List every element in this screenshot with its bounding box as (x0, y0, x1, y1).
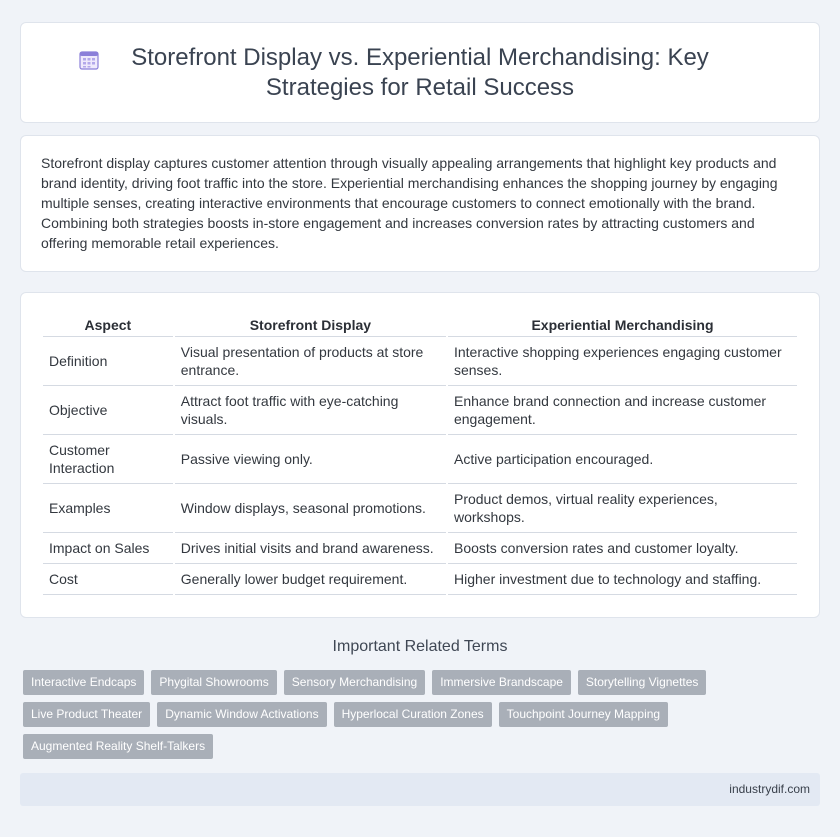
intro-card (20, 135, 820, 272)
related-term-chip[interactable]: Sensory Merchandising (284, 670, 425, 695)
cell-aspect: Cost (43, 564, 173, 595)
cell-experiential: Active participation encouraged. (448, 435, 797, 484)
related-term-chip[interactable]: Hyperlocal Curation Zones (334, 702, 492, 727)
cell-storefront: Passive viewing only. (175, 435, 446, 484)
cell-storefront: Generally lower budget requirement. (175, 564, 446, 595)
header-storefront-display: Storefront Display (175, 314, 446, 337)
cell-experiential: Higher investment due to technology and staffing. (448, 564, 797, 595)
related-term-chip[interactable]: Augmented Reality Shelf-Talkers (23, 734, 213, 759)
related-term-chip[interactable]: Interactive Endcaps (23, 670, 144, 695)
related-term-chip[interactable]: Storytelling Vignettes (578, 670, 707, 695)
header-card (20, 22, 820, 123)
header-experiential-merchandising: Experiential Merchandising (448, 314, 797, 337)
cell-storefront: Drives initial visits and brand awareness. (175, 533, 446, 564)
cell-experiential: Interactive shopping experiences engaging customer senses. (448, 337, 797, 386)
cell-storefront: Visual presentation of products at store entrance. (175, 337, 446, 386)
cell-storefront: Window displays, seasonal promotions. (175, 484, 446, 533)
cell-storefront: Attract foot traffic with eye-catching visuals. (175, 386, 446, 435)
related-terms-title: Important Related Terms (332, 638, 508, 655)
table-row (43, 337, 797, 386)
intro-paragraph: Storefront display captures customer attention through visually appealing arrangements that highlight key products and brand identity, driving foot traffic into the store. Experiential merchandising enhances the shopping journey by engaging multiple senses, creating interactive environments that encourage customers to connect emotionally with the brand. Combining both strategies boosts in-store engagement and increases conversion rates by attracting customers and offering memorable retail experiences. (41, 155, 778, 251)
cell-experiential: Enhance brand connection and increase customer engagement. (448, 386, 797, 435)
table-row (43, 564, 797, 595)
cell-experiential: Boosts conversion rates and customer loyalty. (448, 533, 797, 564)
footer-site-link[interactable]: industrydif.com (729, 782, 810, 796)
related-terms-list (23, 670, 723, 759)
header-aspect: Aspect (43, 314, 173, 337)
table-row (43, 484, 797, 533)
cell-aspect: Impact on Sales (43, 533, 173, 564)
comparison-table (41, 314, 799, 595)
cell-aspect: Objective (43, 386, 173, 435)
related-term-chip[interactable]: Phygital Showrooms (151, 670, 276, 695)
table-row (43, 435, 797, 484)
footer-bar (20, 773, 820, 806)
page-title: Storefront Display vs. Experiential Merchandising: Key Strategies for Retail Success (131, 44, 709, 101)
related-term-chip[interactable]: Immersive Brandscape (432, 670, 571, 695)
cell-aspect: Definition (43, 337, 173, 386)
related-term-chip[interactable]: Touchpoint Journey Mapping (499, 702, 668, 727)
comparison-table-card (20, 292, 820, 618)
related-term-chip[interactable]: Dynamic Window Activations (157, 702, 326, 727)
table-header-row (43, 314, 797, 337)
cell-aspect: Customer Interaction (43, 435, 173, 484)
table-row (43, 386, 797, 435)
cell-aspect: Examples (43, 484, 173, 533)
related-term-chip[interactable]: Live Product Theater (23, 702, 150, 727)
cell-experiential: Product demos, virtual reality experiences, workshops. (448, 484, 797, 533)
table-row (43, 533, 797, 564)
